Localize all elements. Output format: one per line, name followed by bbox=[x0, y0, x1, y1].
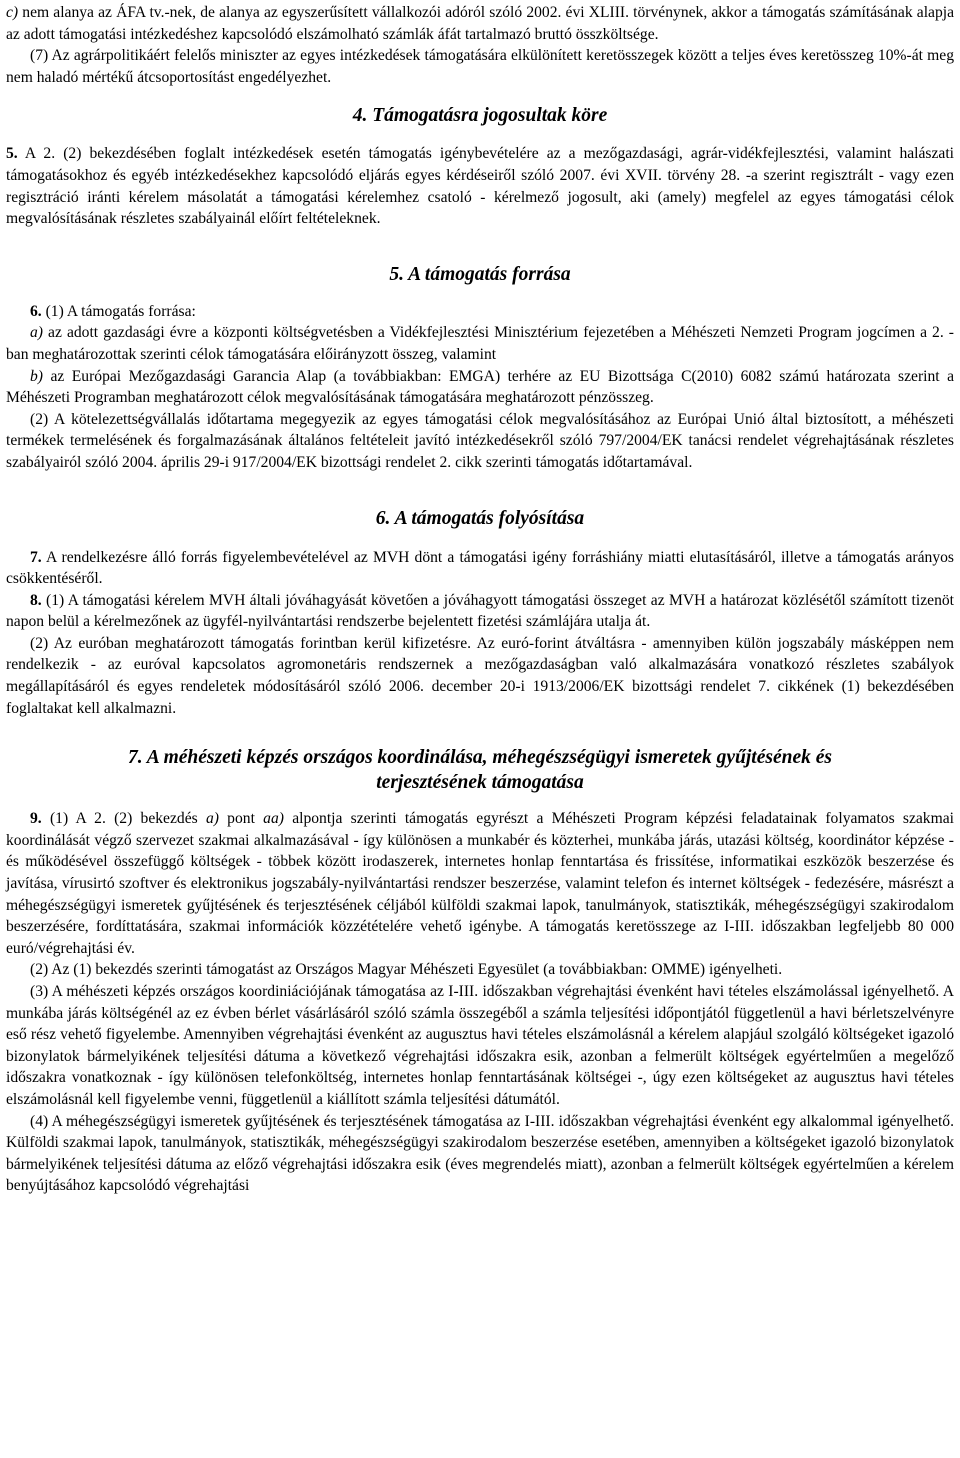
paragraph-text: pont bbox=[218, 810, 264, 828]
section-heading-6: 6. A támogatás folyósítása bbox=[375, 507, 585, 529]
section-number: 9. bbox=[30, 810, 42, 828]
paragraph-7: (7) Az agrárpolitikáért felelős miniszter az egyes intézkedések támogatására elkülönített keretösszegek között a teljes éves keretösszeg 10%-át meg nem haladó mértékű átcsoportosítást engedélyezhet. bbox=[6, 47, 954, 86]
section-heading-7 bbox=[6, 745, 954, 795]
paragraph-5 bbox=[6, 143, 954, 229]
paragraph-text: (1) A támogatási kérelem MVH általi jóváhagyását követően a jóváhagyott támogatási összeget az MVH a határozat közlésétől számított tizenöt napon belül a kérelmezőnek az ügyfél-nyilvántartási rendszerbe bejelentett fizetési számlájára utalja át. bbox=[6, 591, 954, 631]
list-marker: a) bbox=[30, 324, 43, 342]
point-marker: a) bbox=[205, 810, 219, 828]
section-number: 7. bbox=[30, 548, 42, 566]
paragraph-text: (1) A 2. (2) bekezdés bbox=[41, 810, 206, 828]
paragraph-text: alpontja szerinti támogatás egyrészt a Méhészeti Program képzési feladatainak folyamatos szakmai koordinálását végző szervezet szakmai alkalmazásával - így különösen a munkabér és közterhei, munkába járás, utazási költség, koordinátor képzése - és működésével összefüggő költségek - többek között irodaszerek, internetes honlap fenntartása és frissítése, informatikai eszközök beszerzése és javítása, vírusirtó szoftver és elektronikus jogszabály-nyilvántartási rendszer beszerzése, valamint telefon és internet költségek - fedezésére, másrészt a méhegészségügyi ismeretek gyűjtésének és terjesztésének céljából külföldi szakmai lapok, tanulmányok, statisztikák, méhegészségügyi szakirodalom beszerzésére, fordíttatására, szakmai információk közzétételére vehető igénybe. A támogatás keretösszege az I-III. időszakban legfeljebb 80 000 euró/végrehajtási év. bbox=[6, 810, 954, 957]
paragraph-text: (1) A támogatás forrása: bbox=[41, 302, 196, 320]
paragraph-text: az adott gazdasági évre a központi költségvetésben a Vidékfejlesztési Minisztérium fejezetében a Méhészeti Nemzeti Program jogcímen a 2. -ban meghatározottak szerinti célok támogatására előirányzott összeg, valamint bbox=[6, 324, 954, 363]
document-page bbox=[6, 0, 954, 1197]
section-number: 5. bbox=[6, 145, 18, 163]
paragraph-text: nem alanya az ÁFA tv.-nek, de alanya az egyszerűsített vállalkozói adóról szóló 2002. évi XLIII. törvénynek, akkor a támogatás számításának alapja az adott támogatási intézkedéshez kapcsolódó elszámolható számlák áfát tartalmazó bruttó összköltsége. bbox=[6, 4, 954, 43]
paragraph-6b bbox=[6, 366, 954, 409]
section-heading-4: 4. Támogatásra jogosultak köre bbox=[352, 105, 608, 127]
paragraph-text: az Európai Mezőgazdasági Garancia Alap (a továbbiakban: EMGA) terhére az EU Bizottsága C(2010) 6082 számú határozata szerint a Méhészeti Programban meghatározott célok megvalósításának támogatására meghatározott pénzösszeg. bbox=[6, 367, 954, 407]
section-number: 6. bbox=[30, 302, 42, 320]
paragraph-c bbox=[6, 2, 954, 45]
paragraph-9 bbox=[6, 808, 954, 959]
section-heading-5: 5. A támogatás forrása bbox=[389, 263, 571, 285]
section-number: 8. bbox=[30, 591, 42, 609]
paragraph-8-2: (2) Az euróban meghatározott támogatás forintban kerül kifizetésre. Az euró-forint átváltásra - amennyiben külön jogszabály másképpen nem rendelkezik - az euróval kapcsolatos agromonetáris rendszernek a mezőgazdaságban való alkalmazására vonatkozó részletes szabályok megállapításáról és egyes rendeletek módosításáról szóló 2006. december 20-i 1913/2006/EK bizottsági rendelet 7. cikkének (1) bekezdésében foglaltakat kell alkalmazni. bbox=[6, 634, 954, 717]
paragraph-9-3: (3) A méhészeti képzés országos koordiniációjának támogatása az I-III. időszakban végrehajtási évenként havi tételes elszámolással igényelhető. A munkába járás költségénél az ez évben bérlet vásárlásáról szóló számla összegéből a számla teljesítési időpontjától függetlenül a havi bérletszelvényre eső rész vehető figyelembe. Amennyiben végrehajtási évenként az augusztus havi tételes elszámolásnál a kérelem alapjául szolgáló költségeket igazoló bizonylatok bármelyikének teljesítési dátuma a következő végrehajtási időszakra esik, azonban a felmerült költségek egyértelműen a megelőző időszakra vonatkoznak - így különösen telefonköltség, internetes honlap fenntartásának költségei -, úgy ezen költségeket az augusztus havi tételes elszámolásnál kell figyelembe venni, függetlenül a kiállított számla teljesítési dátumától. bbox=[6, 983, 954, 1108]
paragraph-text: A 2. (2) bekezdésében foglalt intézkedések esetén támogatás igénybevételére az a mezőgazdasági, agrár-vidékfejlesztési, valamint halászati támogatásokhoz és egyéb intézkedésekhez kapcsolódó eljárás egyes kérdéseiről szóló 2007. évi XVII. törvény 28. -a szerint regisztrált - vagy ezen regisztráció iránti kérelem másolatát a támogatási kérelemhez csatoló - kérelmező jogosult, aki (amely) megfelel az egyes támogatási célok megvalósításának részletes szabályainál előírt feltételeknek. bbox=[6, 145, 954, 228]
paragraph-7-main bbox=[6, 547, 954, 590]
heading-line-1: 7. A méhészeti képzés országos koordinálása, méhegészségügyi ismeretek gyűjtésének és bbox=[128, 747, 832, 769]
paragraph-9-2: (2) Az (1) bekezdés szerinti támogatást az Országos Magyar Méhészeti Egyesület (a továbbiakban: OMME) igényelheti. bbox=[30, 961, 783, 979]
paragraph-6 bbox=[6, 301, 954, 323]
paragraph-6a bbox=[6, 322, 954, 365]
paragraph-text: A rendelkezésre álló forrás figyelembevételével az MVH dönt a támogatási igény forráshiány miatti elutasításáról, illetve a támogatás arányos csökkentéséről. bbox=[6, 548, 954, 588]
paragraph-8 bbox=[6, 590, 954, 633]
paragraph-9-4: (4) A méhegészségügyi ismeretek gyűjtésének és terjesztésének támogatása az I-III. időszakban végrehajtási évenként egy alkalommal igényelhető. Külföldi szakmai lapok, tanulmányok, statisztikák, méhegészségügyi szakirodalom beszerzése esetében, amennyiben a költségeket igazoló bizonylatok bármelyikének teljesítési dátuma az előző végrehajtási időszakra esik (éves megrendelés miatt), azonban a felmerült költségek egyértelműen a kérelem benyújtásához kapcsolódó végrehajtási bbox=[6, 1112, 954, 1195]
heading-line-2: terjesztésének támogatása bbox=[376, 772, 584, 794]
paragraph-6-2: (2) A kötelezettségvállalás időtartama megegyezik az egyes támogatási célok megvalósításához az Európai Unió által biztosított, a méhészeti termékek termelésének és forgalmazásának általános feltételeit javító intézkedésekről szóló 797/2004/EK tanácsi rendelet végrehajtásának részletes szabályairól szóló 2004. április 29-i 917/2004/EK bizottsági rendelet 2. cikk szerinti támogatás időtartamával. bbox=[6, 410, 954, 471]
list-marker: c) bbox=[6, 4, 19, 21]
list-marker: b) bbox=[30, 367, 43, 385]
subpoint-marker: aa) bbox=[263, 810, 284, 828]
